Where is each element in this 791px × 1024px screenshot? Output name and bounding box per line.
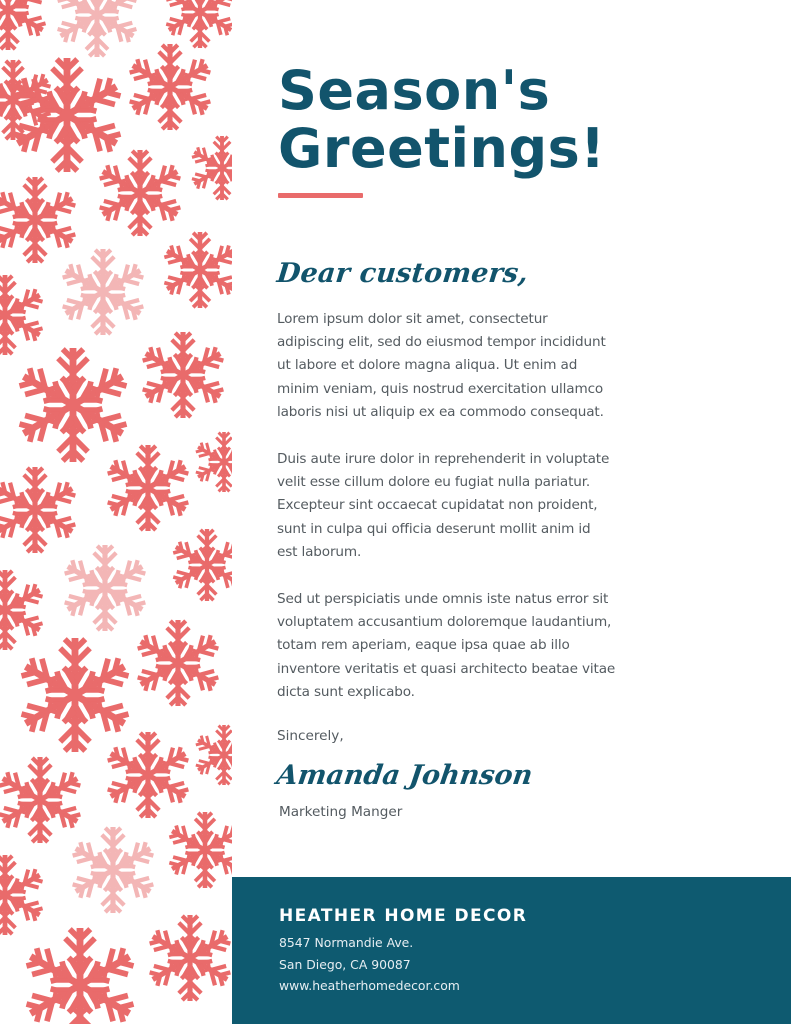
snowflake-icon: [194, 725, 232, 785]
paragraph-line: Excepteur sint occaecat cupidatat non proident,: [277, 497, 598, 514]
snowflake-icon: [16, 348, 130, 462]
snowflake-icon: [0, 570, 45, 650]
paragraph-line: est laborum.: [277, 543, 362, 560]
address-line-1: 8547 Normandie Ave.: [279, 935, 414, 950]
paragraph-line: totam rem aperiam, eaque ipsa quae ab illo: [277, 637, 570, 654]
snowflake-icon: [140, 332, 226, 418]
snowflake-icon: [135, 620, 221, 706]
snowflake-icon: [147, 915, 232, 1001]
paragraph-line: minim veniam, quis nostrud exercitation ullamco: [277, 380, 604, 397]
paragraph-line: sunt in culpa qui officia deserunt mollit anim id: [277, 520, 591, 537]
snowflake-icon: [162, 232, 232, 308]
snowflake-icon: [105, 445, 191, 531]
snowflake-icon: [167, 812, 232, 888]
snowflake-icon: [194, 432, 232, 492]
snowflake-icon: [190, 136, 232, 200]
snowflake-icon: [18, 638, 132, 752]
paragraph-1: [277, 308, 622, 424]
snowflake-icon: [60, 249, 146, 335]
snowflake-icon: [0, 467, 78, 553]
snowflake-icon: [0, 0, 48, 50]
signer-role: Marketing Manger: [279, 804, 403, 820]
snowflake-icon: [0, 275, 45, 355]
snowflake-icon: [70, 827, 156, 913]
company-name: HEATHER HOME DECOR: [279, 906, 528, 926]
paragraph-line: velit esse cillum dolore eu fugiat nulla pariatur.: [277, 474, 591, 491]
paragraph-line: Duis aute irure dolor in reprehenderit in voluptate: [277, 451, 610, 467]
paragraph-line: adipiscing elit, sed do eiusmod tempor incididunt: [277, 334, 606, 351]
closing-salutation: Sincerely,: [277, 728, 344, 744]
title-underline-divider: [278, 193, 363, 198]
paragraph-line: voluptatem accusantium doloremque laudantium,: [277, 614, 612, 631]
title-line-2: Greetings!: [278, 117, 606, 180]
footer-contact-block: [232, 877, 791, 1024]
greeting: Dear customers,: [275, 258, 530, 289]
snowflake-icon: [105, 732, 191, 818]
snowflake-icon: [164, 0, 232, 48]
paragraph-3: [277, 588, 622, 704]
paragraph-line: dicta sunt explicabo.: [277, 683, 415, 700]
title-line-1: Season's: [278, 59, 551, 122]
snowflake-pattern-panel: [0, 0, 232, 1024]
signature: Amanda Johnson: [274, 760, 535, 791]
page-title: [278, 59, 738, 180]
snowflake-icon: [62, 545, 148, 631]
paragraph-line: ut labore et dolore magna aliqua. Ut enim ad: [277, 357, 578, 374]
snowflake-icon: [97, 150, 183, 236]
website-link[interactable]: www.heatherhomedecor.com: [279, 978, 460, 993]
snowflake-icon: [171, 529, 232, 601]
snowflake-icon: [23, 928, 137, 1024]
paragraph-2: [277, 448, 622, 564]
paragraph-line: inventore veritatis et quasi architecto beatae vitae: [277, 660, 616, 677]
address-line-2: San Diego, CA 90087: [279, 957, 411, 972]
snowflake-pattern: [0, 0, 232, 1024]
snowflake-icon: [127, 44, 213, 130]
snowflake-icon: [0, 757, 83, 843]
paragraph-line: laboris nisi ut aliquip ex ea commodo consequat.: [277, 403, 604, 420]
snowflake-icon: [0, 855, 45, 935]
snowflake-icon: [55, 0, 139, 57]
paragraph-line: Lorem ipsum dolor sit amet, consectetur: [277, 311, 548, 327]
snowflake-icon: [0, 177, 78, 263]
paragraph-line: Sed ut perspiciatis unde omnis iste natus error sit: [277, 591, 609, 607]
